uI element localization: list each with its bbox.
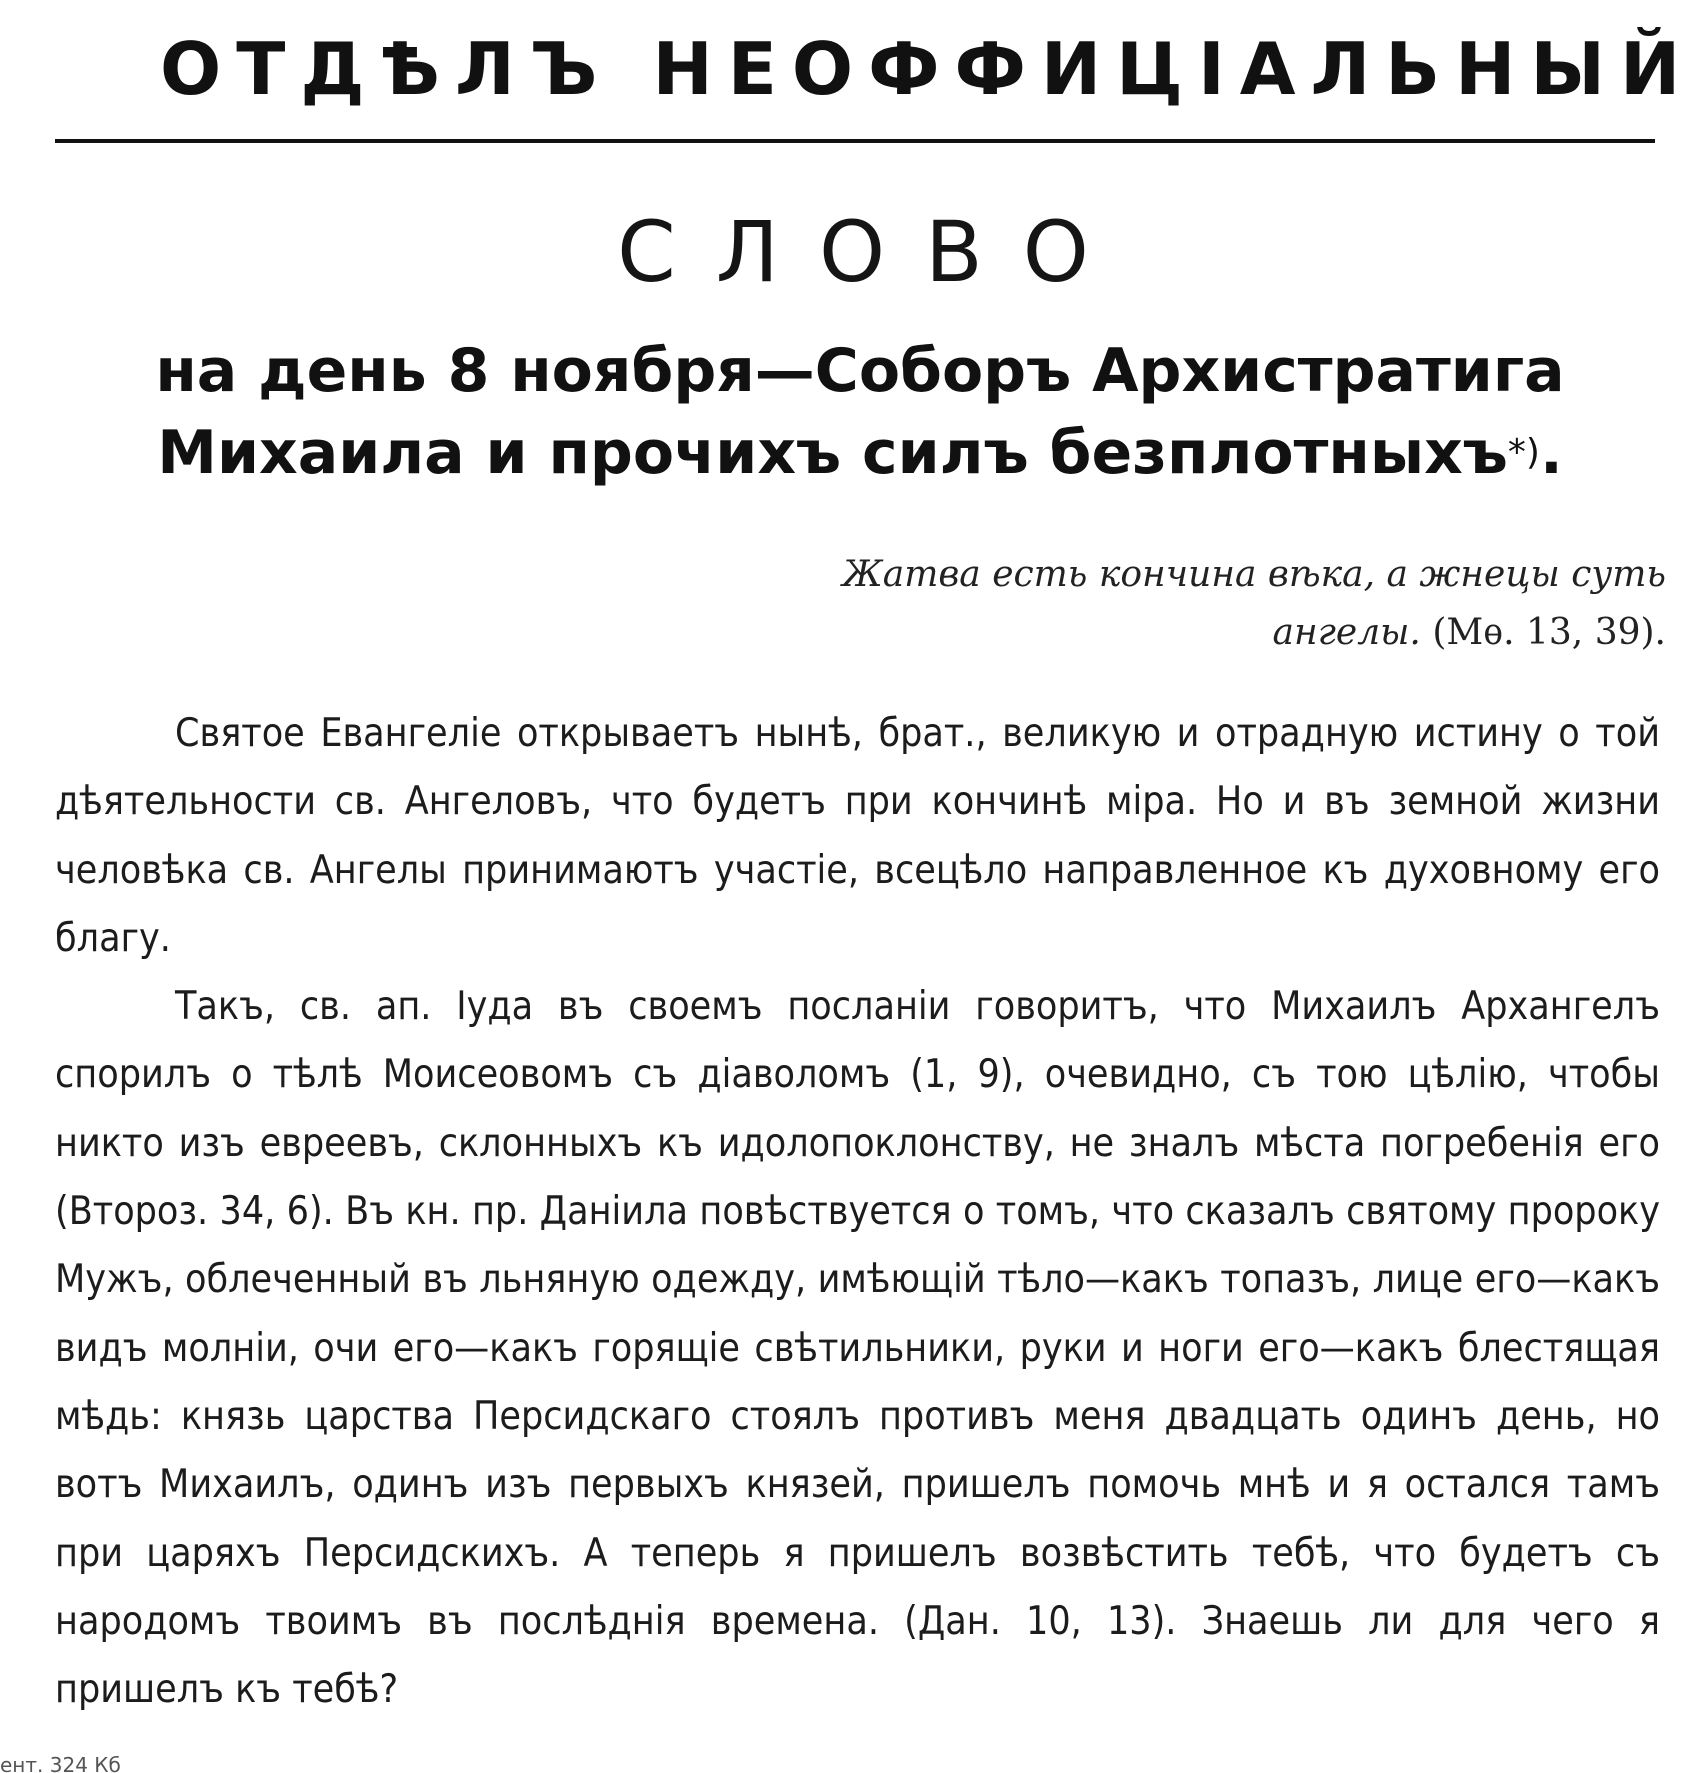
paragraph-1: Святое Евангеліе открываетъ нынѣ, брат., великую и отрадную истину о той дѣятельности св. Ангеловъ, что будетъ при кончинѣ міра. Но и въ земной жизни человѣка св. Ангелы принимаютъ участіе, всецѣло направленное къ духовному его благу. [55, 711, 1660, 961]
subtitle-period: . [1539, 418, 1563, 488]
epigraph-verse: Жатва есть кончина вѣка, а жнецы суть ангелы. [842, 554, 1666, 653]
epigraph-reference: (Мѳ. 13, 39). [1432, 612, 1666, 653]
body-text [55, 700, 1660, 1724]
header-rule [55, 139, 1655, 143]
status-text: ент. 324 Кб [0, 1753, 121, 1773]
paragraph-2: Такъ, св. ап. Іуда въ своемъ посланіи говоритъ, что Михаилъ Архангелъ спорилъ о тѣлѣ Моисеовомъ съ діаволомъ (1, 9), очевидно, съ тою цѣлію, чтобы никто изъ евреевъ, склонныхъ къ идолопоклонству, не зналъ мѣста погребенія его (Второз. 34, 6). Въ кн. пр. Даніила повѣствуется о томъ, что сказалъ святому пророку Мужъ, облеченный въ льняную одежду, имѣющій тѣло—какъ топазъ, лице его—какъ видъ молніи, очи его—какъ горящіе свѣтильники, руки и ноги его—какъ блестящая мѣдь: князь царства Персидскаго стоялъ противъ меня двадцать одинъ день, но вотъ Михаилъ, одинъ изъ первыхъ князей, пришелъ помочь мнѣ и я остался тамъ при царяхъ Персидскихъ. А теперь я пришелъ возвѣстить тебѣ, что будетъ съ народомъ твоимъ въ послѣднія времена. (Дан. 10, 13). Знаешь ли для чего я пришелъ къ тебѣ? [55, 984, 1660, 1713]
status-strip [0, 1761, 1706, 1773]
epigraph [766, 546, 1666, 662]
section-header: ОТДѢЛЪ НЕОФФИЦІАЛЬНЫЙ [160, 27, 1696, 111]
sermon-subtitle [80, 330, 1640, 494]
subtitle-line-2: Михаила и прочихъ силъ безплотныхъ [157, 418, 1508, 488]
sermon-title: СЛОВО [617, 203, 1129, 301]
subtitle-line-1: на день 8 ноября—Соборъ Архистратига [155, 336, 1565, 406]
footnote-mark: *) [1507, 432, 1540, 473]
